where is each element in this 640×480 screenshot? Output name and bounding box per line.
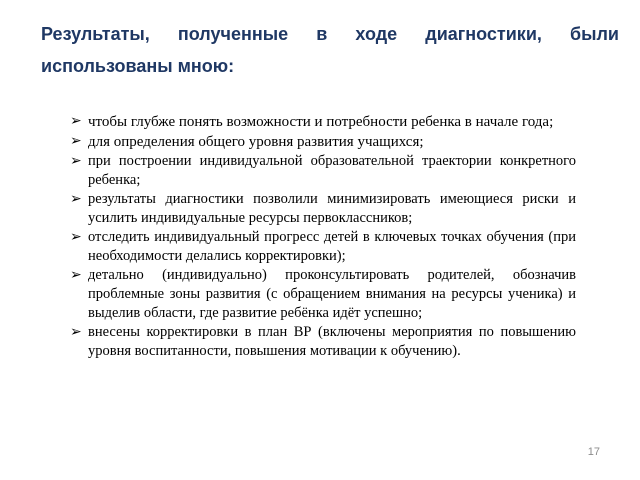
arrow-bullet-icon: ➢	[70, 133, 82, 149]
list-item-text: при построении индивидуальной образовательной траектории конкретного ребенка;	[88, 153, 576, 188]
list-item	[70, 266, 576, 323]
arrow-bullet-icon: ➢	[70, 153, 82, 169]
arrow-bullet-icon: ➢	[70, 191, 82, 207]
list-item-text: отследить индивидуальный прогресс детей в ключевых точках обучения (при необходимости делались корректировки);	[88, 229, 576, 264]
list-item-text: для определения общего уровня развития учащихся;	[88, 134, 424, 150]
arrow-bullet-icon: ➢	[70, 113, 82, 129]
page-number: 17	[587, 446, 600, 458]
arrow-bullet-icon: ➢	[70, 267, 82, 283]
bullet-list	[70, 112, 576, 361]
list-item-text: результаты диагностики позволили минимизировать имеющиеся риски и усилить индивидуальные ресурсы первоклассников;	[88, 191, 576, 226]
arrow-bullet-icon: ➢	[70, 229, 82, 245]
list-item	[70, 152, 576, 190]
slide-title: Результаты, полученные в ходе диагностики, были использованы мною:	[41, 24, 619, 76]
list-item	[70, 228, 576, 266]
list-item	[70, 132, 576, 152]
list-item-text: чтобы глубже понять возможности и потребности ребенка в начале года;	[88, 114, 554, 130]
list-item	[70, 323, 576, 361]
arrow-bullet-icon: ➢	[70, 324, 82, 340]
list-item	[70, 190, 576, 228]
list-item	[70, 112, 576, 132]
list-item-text: детально (индивидуально) проконсультировать родителей, обозначив проблемные зоны развития (с обращением внимания на ресурсы ученика) и выделив области, где развитие ребёнка идёт успешно;	[88, 267, 576, 321]
list-item-text: внесены корректировки в план ВР (включены мероприятия по повышению уровня воспитанности, повышения мотивации к обучению).	[88, 324, 576, 359]
